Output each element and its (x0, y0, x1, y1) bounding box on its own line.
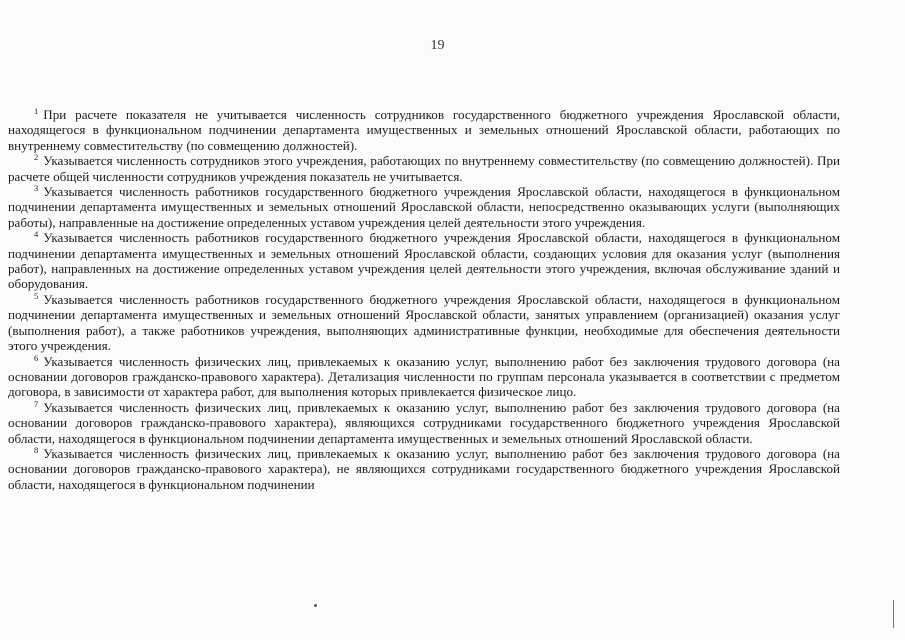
footnote-text: Указывается численность физических лиц, привлекаемых к оказанию услуг, выполнению работ без заключения трудового договора (на основании договоров гражданско-правового характера). Детализация численности по группам персонала указывается в соответствии с предметом договора, в зависимости от характера работ, для выполнения которых привлекается физическое лицо. (8, 353, 840, 400)
footnote-3 (8, 184, 840, 230)
footnote-text: Указывается численность работников государственного бюджетного учреждения Ярославской области, находящегося в функциональном подчинении департамента имущественных и земельных отношений Ярославской области, создающих условия для оказания услуг (выполнения работ), направленных на достижение определенных уставом учреждения целей деятельности этого учреждения, включая обслуживание зданий и оборудования. (8, 230, 840, 292)
footnote-mark: 8 (34, 444, 39, 455)
footnote-mark: 7 (34, 398, 39, 409)
footnote-text: Указывается численность работников государственного бюджетного учреждения Ярославской области, находящегося в функциональном подчинении департамента имущественных и земельных отношений Ярославской области, занятых управлением (организацией) оказания услуг (выполнения работ), а также работников учреждения, выполняющих административные функции, необходимые для обеспечения деятельности этого учреждения. (8, 291, 840, 354)
footnote-1 (8, 107, 840, 153)
scan-artifact-dot (314, 604, 317, 607)
page-number: 19 (430, 38, 445, 53)
footnote-text: При расчете показателя не учитывается численность сотрудников государственного бюджетного учреждения Ярославской области, находящегося в функциональном подчинении департамента имущественных и земельных отношений Ярославской области, работающих по внутреннему совместительству (по совмещению должностей). (8, 107, 840, 153)
footnote-8 (8, 446, 840, 492)
footnote-6 (8, 354, 840, 400)
footnote-mark: 3 (34, 183, 39, 194)
footnotes-block (8, 107, 840, 492)
footnote-mark: 6 (34, 352, 39, 363)
scan-edge-mark (893, 600, 894, 628)
footnote-mark: 1 (34, 106, 39, 116)
footnote-mark: 2 (34, 152, 39, 163)
footnote-4 (8, 230, 840, 292)
footnote-text: Указывается численность сотрудников этого учреждения, работающих по внутреннему совместительству (по совмещению должностей). При расчете общей численности сотрудников учреждения показатель не учитывается. (8, 153, 840, 184)
footnote-text: Указывается численность работников государственного бюджетного учреждения Ярославской области, находящегося в функциональном подчинении департамента имущественных и земельных отношений Ярославской области, непосредственно оказывающих услуги (выполняющих работы), направленные на достижение определенных уставом учреждения целей деятельности этого учреждения. (8, 184, 840, 230)
footnote-text: Указывается численность физических лиц, привлекаемых к оказанию услуг, выполнению работ без заключения трудового договора (на основании договоров гражданско-правового характера), не являющихся сотрудниками государственного бюджетного учреждения Ярославской области, находящегося в функциональном подчинении (8, 445, 840, 492)
footnote-text: Указывается численность физических лиц, привлекаемых к оказанию услуг, выполнению работ без заключения трудового договора (на основании договоров гражданско-правового характера), являющихся сотрудниками государственного бюджетного учреждения Ярославской области, находящегося в функциональном подчинении департамента имущественных и земельных отношений Ярославской области. (8, 399, 840, 446)
footnote-2 (8, 153, 840, 184)
footnote-mark: 4 (34, 229, 39, 240)
footnote-mark: 5 (34, 290, 39, 301)
footnote-7 (8, 400, 840, 446)
footnote-5 (8, 292, 840, 354)
